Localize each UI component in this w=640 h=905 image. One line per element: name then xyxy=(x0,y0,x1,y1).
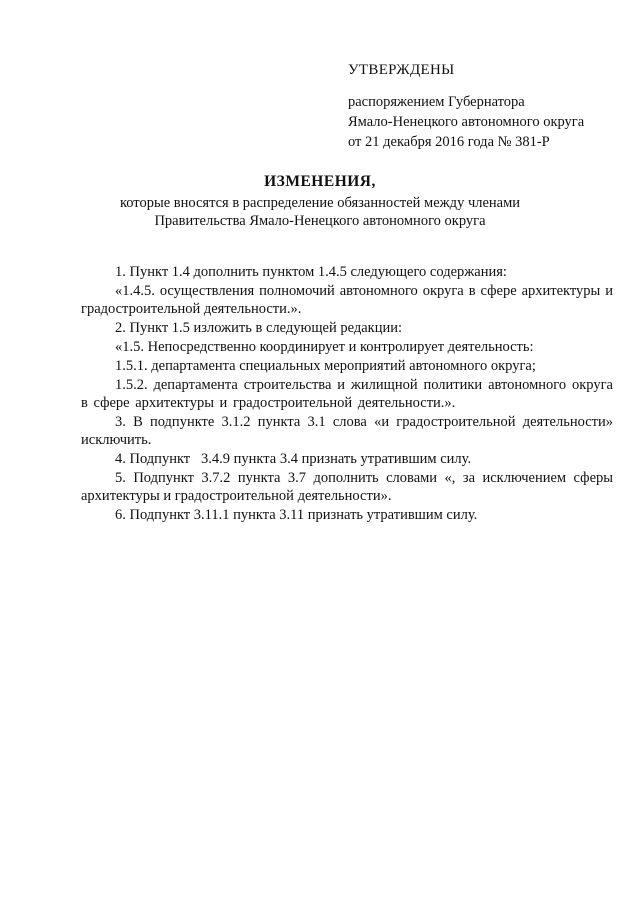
paragraph-2: 2. Пункт 1.5 изложить в следующей редакции: xyxy=(115,320,403,336)
approval-line-2: Ямало-Ненецкого автономного округа xyxy=(348,114,585,130)
paragraph-2-item-1: 1.5.1. департамента специальных мероприятий автономного округа; xyxy=(115,358,536,374)
approval-line-3: от 21 декабря 2016 года № 381-Р xyxy=(348,134,550,150)
paragraph-1: 1. Пункт 1.4 дополнить пунктом 1.4.5 следующего содержания: xyxy=(115,264,507,280)
paragraph-2-item-2: 1.5.2. департамента строительства и жилищной политики автономного округа в сфере архитектуры и градостроительной деятельности.». xyxy=(81,377,613,411)
document-body xyxy=(81,263,613,525)
document-subtitle xyxy=(60,194,580,230)
paragraph-2-quote: «1.5. Непосредственно координирует и контролирует деятельность: xyxy=(115,339,534,355)
approval-heading: УТВЕРЖДЕНЫ xyxy=(348,62,455,78)
paragraph-1-quote: «1.4.5. осуществления полномочий автономного округа в сфере архитектуры и градостроительной деятельности.». xyxy=(81,283,613,317)
paragraph-5: 5. Подпункт 3.7.2 пункта 3.7 дополнить словами «, за исключением сферы архитектуры и градостроительной деятельности». xyxy=(81,470,613,504)
subtitle-line-2: Правительства Ямало-Ненецкого автономного округа xyxy=(154,213,486,229)
subtitle-line-1: которые вносятся в распределение обязанностей между членами xyxy=(119,195,521,211)
paragraph-4: 4. Подпункт 3.4.9 пункта 3.4 признать утратившим силу. xyxy=(115,451,472,467)
paragraph-6: 6. Подпункт 3.11.1 пункта 3.11 признать утратившим силу. xyxy=(115,507,478,523)
document-title: ИЗМЕНЕНИЯ, xyxy=(264,173,376,190)
approval-block xyxy=(348,60,618,152)
paragraph-3: 3. В подпункте 3.1.2 пункта 3.1 слова «и градостроительной деятельности» исключить. xyxy=(81,414,613,448)
approval-line-1: распоряжением Губернатора xyxy=(348,94,525,110)
